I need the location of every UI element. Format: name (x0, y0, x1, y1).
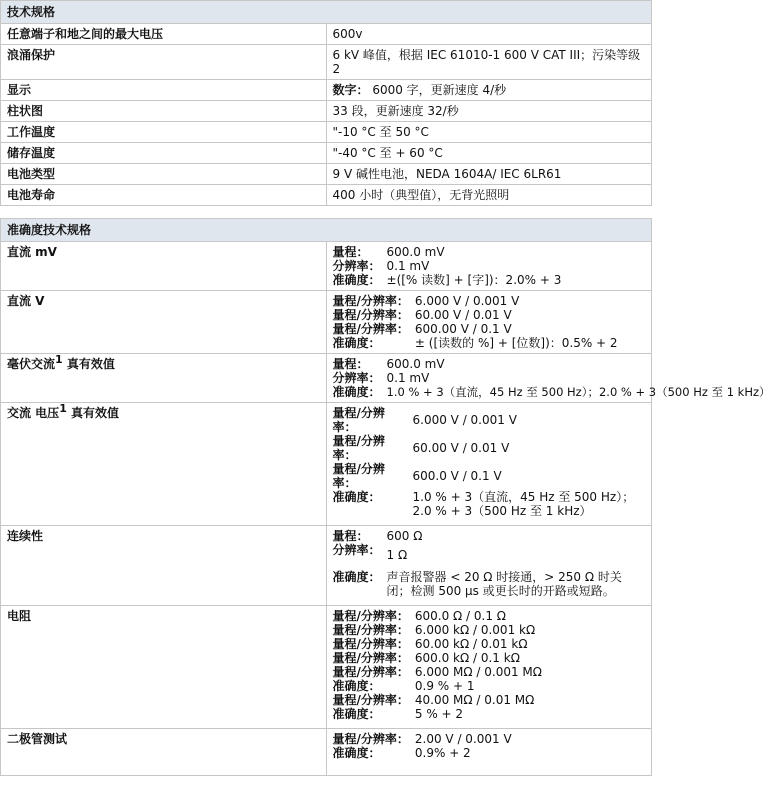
footnote-marker: 1 (55, 353, 63, 366)
range-res-value: 600.0 V / 0.1 V (412, 469, 502, 483)
row-label: 直流 V (1, 291, 327, 354)
label-text: 交流 电压 (7, 406, 60, 420)
range-res-value: 6.000 kΩ / 0.001 kΩ (414, 623, 536, 637)
row-value: 9 V 碱性电池，NEDA 1604A/ IEC 6LR61 (326, 164, 652, 185)
table-row (1, 403, 652, 526)
row-label: 工作温度 (1, 122, 327, 143)
table-row (1, 143, 652, 164)
resolution-key: 分辨率： (332, 371, 381, 385)
row-value: "-40 °C 至 + 60 °C (326, 143, 652, 164)
accuracy-key: 准确度： (332, 679, 381, 693)
accuracy-value: ± ([读数的 %] + [位数])：0.5% + 2 (414, 336, 618, 350)
accuracy-key: 准确度： (332, 336, 381, 350)
accuracy-value: 0.9% + 2 (414, 746, 471, 760)
resolution-key: 分辨率： (332, 259, 381, 273)
accuracy-value: 0.9 % + 1 (414, 679, 475, 693)
range-res-key: 量程/分辨率： (332, 434, 385, 462)
table-row (1, 122, 652, 143)
range-res-value: 6.000 V / 0.001 V (412, 413, 517, 427)
range-res-key: 量程/分辨率： (332, 732, 409, 746)
row-label: 电池类型 (1, 164, 327, 185)
display-detail: 6000 字，更新速度 4/秒 (368, 83, 507, 97)
row-value (326, 729, 652, 776)
table-row (1, 24, 652, 45)
accuracy-value: 1.0 % + 3（直流，45 Hz 至 500 Hz）；2.0 % + 3（500 Hz 至 1 kHz） (386, 385, 771, 399)
accuracy-key: 准确度： (332, 490, 381, 504)
range-value: 600.0 mV (386, 245, 445, 259)
table-row (1, 101, 652, 122)
accuracy-value: ±([% 读数] + [字])：2.0% + 3 (386, 273, 562, 287)
row-label: 连续性 (1, 526, 327, 606)
table-row (1, 80, 652, 101)
range-res-value: 2.00 V / 0.001 V (414, 732, 512, 746)
row-value: 33 段，更新速度 32/秒 (326, 101, 652, 122)
accuracy-table (0, 218, 771, 776)
row-label: 柱状图 (1, 101, 327, 122)
table-row (1, 164, 652, 185)
row-value (326, 354, 771, 403)
row-value (326, 80, 652, 101)
range-res-key: 量程/分辨率： (332, 637, 409, 651)
range-res-value: 60.00 V / 0.01 V (414, 308, 512, 322)
range-res-key: 量程/分辨率： (332, 665, 409, 679)
accuracy-key: 准确度： (332, 570, 381, 584)
footnote-marker: 1 (59, 402, 67, 415)
range-res-key: 量程/分辨率： (332, 294, 409, 308)
row-value: 6 kV 峰值，根据 IEC 61010-1 600 V CAT III；污染等级 2 (326, 45, 652, 80)
row-label: 储存温度 (1, 143, 327, 164)
range-key: 量程： (332, 357, 369, 371)
label-text: 真有效值 (66, 406, 120, 420)
accuracy-value: 5 % + 2 (414, 707, 464, 721)
table-row (1, 526, 652, 606)
resolution-key: 分辨率： (332, 543, 381, 557)
section-spacer (0, 206, 654, 218)
row-label (1, 403, 327, 526)
accuracy-key: 准确度： (332, 746, 381, 760)
accuracy-section-header: 准确度技术规格 (1, 219, 652, 242)
table-row (1, 606, 652, 729)
range-res-value: 6.000 MΩ / 0.001 MΩ (414, 665, 542, 679)
range-res-value: 60.00 V / 0.01 V (412, 441, 510, 455)
row-label (1, 354, 327, 403)
row-value: 600v (326, 24, 652, 45)
range-res-value: 600.00 V / 0.1 V (414, 322, 512, 336)
row-value (326, 242, 652, 291)
range-key: 量程： (332, 529, 369, 543)
table-row (1, 291, 652, 354)
range-res-key: 量程/分辨率： (332, 693, 409, 707)
range-res-value: 600.0 kΩ / 0.1 kΩ (414, 651, 520, 665)
range-res-key: 量程/分辨率： (332, 462, 385, 490)
range-key: 量程： (332, 245, 369, 259)
range-value: 600.0 mV (386, 357, 445, 371)
spec-table (0, 0, 652, 206)
spec-section-header: 技术规格 (1, 1, 652, 24)
row-value: 400 小时（典型值），无背光照明 (326, 185, 652, 206)
resolution-value: 1 Ω (386, 548, 408, 562)
range-res-value: 60.00 kΩ / 0.01 kΩ (414, 637, 528, 651)
range-res-value: 40.00 MΩ / 0.01 MΩ (414, 693, 535, 707)
label-text: 毫伏交流 (7, 357, 56, 371)
row-value (326, 403, 652, 526)
row-label: 二极管测试 (1, 729, 327, 776)
display-type: 数字： (332, 83, 369, 97)
row-value (326, 526, 652, 606)
resolution-value: 0.1 mV (386, 259, 430, 273)
accuracy-value: 1.0 % + 3（直流，45 Hz 至 500 Hz）；2.0 % + 3（500 Hz 至 1 kHz） (412, 490, 635, 518)
range-res-key: 量程/分辨率： (332, 651, 409, 665)
row-label: 浪涌保护 (1, 45, 327, 80)
accuracy-key: 准确度： (332, 707, 381, 721)
row-label: 电阻 (1, 606, 327, 729)
row-label: 直流 mV (1, 242, 327, 291)
range-value: 600 Ω (386, 529, 423, 543)
row-value (326, 606, 652, 729)
range-res-key: 量程/分辨率： (332, 609, 409, 623)
accuracy-key: 准确度： (332, 273, 381, 287)
label-text: 真有效值 (62, 357, 115, 371)
range-res-key: 量程/分辨率： (332, 322, 409, 336)
range-res-value: 6.000 V / 0.001 V (414, 294, 520, 308)
resolution-value: 0.1 mV (386, 371, 430, 385)
accuracy-key: 准确度： (332, 385, 381, 399)
row-value (326, 291, 652, 354)
row-value: "-10 °C 至 50 °C (326, 122, 652, 143)
range-res-key: 量程/分辨率： (332, 308, 409, 322)
table-row (1, 354, 652, 403)
table-row (1, 185, 652, 206)
table-row (1, 45, 652, 80)
range-res-key: 量程/分辨率： (332, 406, 385, 434)
table-row (1, 729, 652, 776)
range-res-value: 600.0 Ω / 0.1 Ω (414, 609, 506, 623)
range-res-key: 量程/分辨率： (332, 623, 409, 637)
table-row (1, 242, 652, 291)
accuracy-value: 声音报警器 < 20 Ω 时接通，> 250 Ω 时关闭；检测 500 µs 或更长时的开路或短路。 (386, 570, 622, 598)
row-label: 电池寿命 (1, 185, 327, 206)
row-label: 任意端子和地之间的最大电压 (1, 24, 327, 45)
row-label: 显示 (1, 80, 327, 101)
